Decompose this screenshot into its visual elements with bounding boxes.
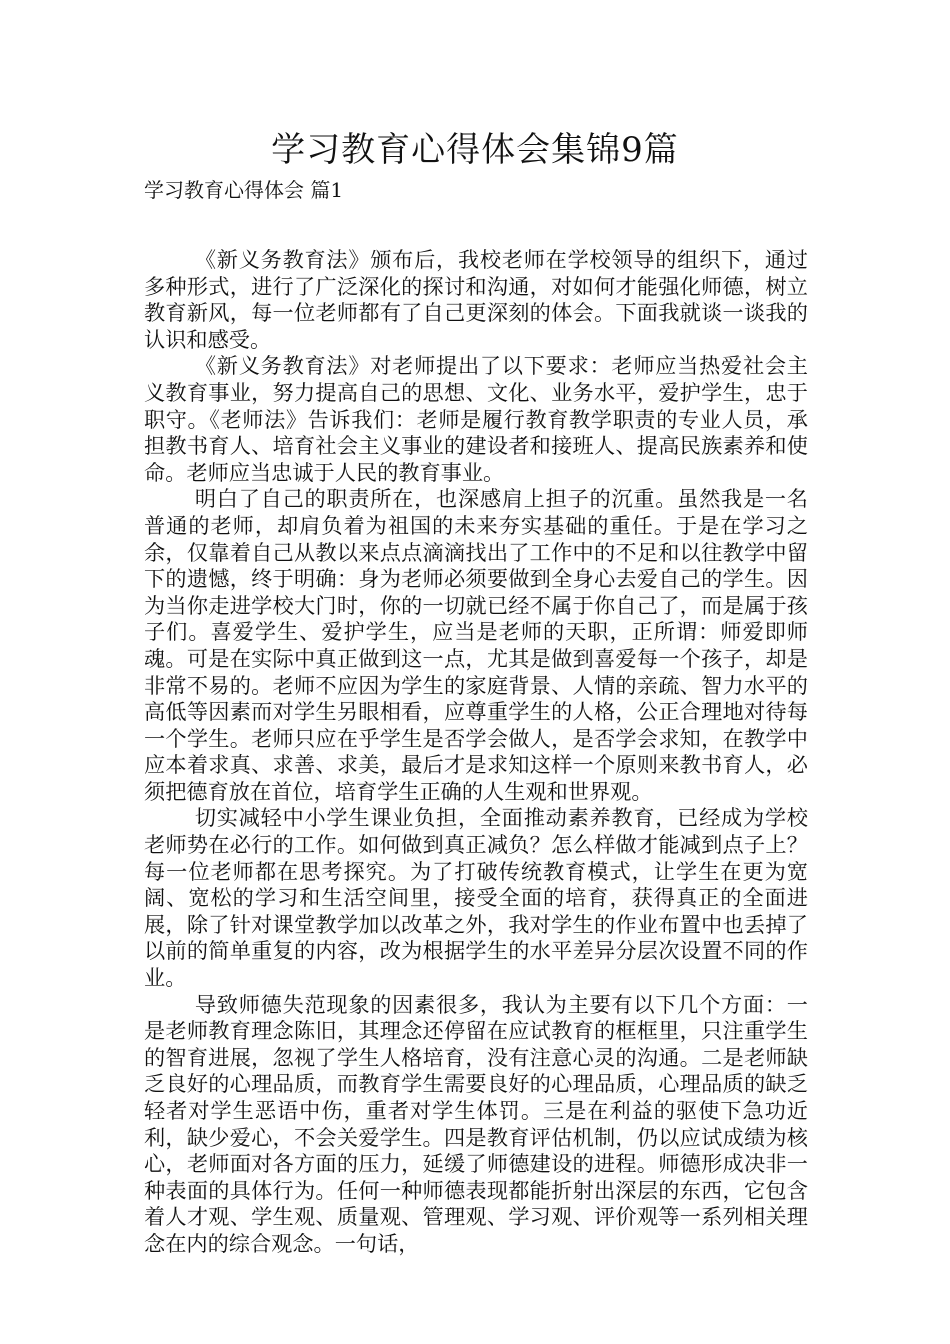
document-title: 学习教育心得体会集锦9篇 bbox=[271, 130, 679, 170]
paragraph-4: 切实减轻中小学生课业负担，全面推动素养教育，已经成为学校老师势在必行的工作。如何做到真正减负？怎么样做才能减到点子上？每一位老师都在思考探究。为了打破传统教育模式，让学生在更为宽阔、宽松的学习和生活空间里，接受全面的培育，获得真正的全面进展，除了针对课堂教学加以改革之外，我对学生的作业布置中也丢掉了以前的简单重复的内容，改为根据学生的水平差异分层次设置不同的作业。 bbox=[144, 805, 808, 991]
section-heading: 学习教育心得体会 篇1 bbox=[144, 178, 344, 202]
document-body bbox=[144, 247, 808, 1258]
paragraph-3: 明白了自己的职责所在，也深感肩上担子的沉重。虽然我是一名普通的老师，却肩负着为祖国的未来夯实基础的重任。于是在学习之余，仅靠着自己从教以来点点滴滴找出了工作中的不足和以往教学中留下的遗憾，终于明确：身为老师必须要做到全身心去爱自己的学生。因为当你走进学校大门时，你的一切就已经不属于你自己了，而是属于孩子们。喜爱学生、爱护学生，应当是老师的天职，正所谓：师爱即师魂。可是在实际中真正做到这一点，尤其是做到喜爱每一个孩子，却是非常不易的。老师不应因为学生的家庭背景、人情的亲疏、智力水平的高低等因素而对学生另眼相看，应尊重学生的人格，公正合理地对待每一个学生。老师只应在乎学生是否学会做人，是否学会求知，在教学中应本着求真、求善、求美，最后才是求知这样一个原则来教书育人，必须把德育放在首位，培育学生正确的人生观和世界观。 bbox=[144, 486, 808, 804]
paragraph-2: 《新义务教育法》对老师提出了以下要求：老师应当热爱社会主义教育事业，努力提高自己的思想、文化、业务水平，爱护学生，忠于职守。《老师法》告诉我们：老师是履行教育教学职责的专业人员，承担教书育人、培育社会主义事业的建设者和接班人、提高民族素养和使命。老师应当忠诚于人民的教育事业。 bbox=[144, 353, 808, 485]
paragraph-1: 《新义务教育法》颁布后，我校老师在学校领导的组织下，通过多种形式，进行了广泛深化的探讨和沟通，对如何才能强化师德，树立教育新风，每一位老师都有了自己更深刻的体会。下面我就谈一谈我的认识和感受。 bbox=[144, 247, 808, 352]
paragraph-5: 导致师德失范现象的因素很多，我认为主要有以下几个方面：一是老师教育理念陈旧，其理念还停留在应试教育的框框里，只注重学生的智育进展，忽视了学生人格培育，没有注意心灵的沟通。二是老师缺乏良好的心理品质，而教育学生需要良好的心理品质，心理品质的缺乏轻者对学生恶语中伤，重者对学生体罚。三是在利益的驱使下急功近利，缺少爱心，不会关爱学生。四是教育评估机制，仍以应试成绩为核心，老师面对各方面的压力，延缓了师德建设的进程。师德形成决非一种表面的具体行为。任何一种师德表现都能折射出深层的东西，它包含着人才观、学生观、质量观、管理观、学习观、评价观等一系列相关理念在内的综合观念。一句话， bbox=[144, 991, 808, 1256]
